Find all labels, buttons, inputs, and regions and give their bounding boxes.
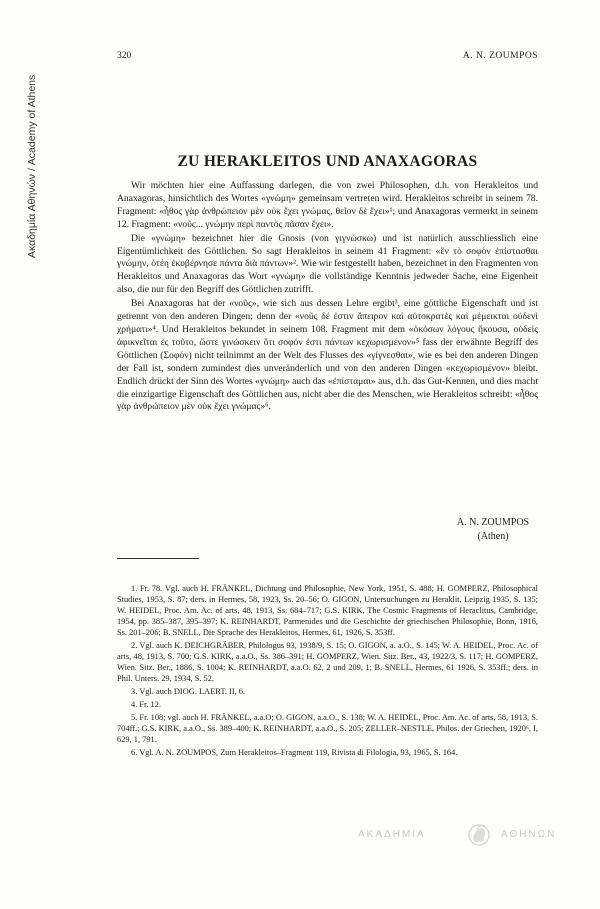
author-signature [448,516,538,544]
footnote: 3. Vgl. auch DIOG. LAERT. II, 6. [131,687,246,696]
paragraph: Die «γνώμη» bezeichnet hier die Gnosis (von γιγνώσκω) und ist natürlich ausschliesslich eine Eigentümlichkeit des Göttlichen. So sagt Herakleitos in seinem 41 Fragment: «ἓν τὸ σοφὸν ἐπίστασθαι γνώμην, ὁτέη ἐκυβέρνησε πάντα διὰ πάντων»². Wie wir festgestellt haben, bezeichnet in den Fragmenten von Herakleitos und Anaxagoras das Wort «γνώμη» die vollständige Kenntnis jedweder Sache, eine Eigenheit also, die nur für den Begriff des Göttlichen zutrifft. [117,232,538,296]
footnote: 1. Fr. 78. Vgl. auch H. FRÄNKEL, Dichtung und Philosophie, New York, 1951, S. 488; H. GOMPERZ, Philosophical Studies, 1953, S. 87; ders. in Hermes, 58, 1923, Ss. 20–56; O. GIGON, Untersuchungen zu Heraklit, Leipzig 1935, S. 135; W. HEIDEL, Proc. Am. Ac. of arts, 48, 1913, Ss. 684–717; G.S. KIRK, The Cosmic Fragments of Heraclitus, Cambridge, 1954, pp. 385–387, 395–397; K. REINHARDT, Parmenides und die Geschichte der griechischen Philosophie, Bonn, 1916, Ss. 201–206; B. SNELL, Die Sprache des Herakleitos, Hermes, 61, 1926, S. 353ff. [117,584,538,637]
author-place: (Athen) [477,531,509,542]
footnotes [117,583,538,760]
article-title: ZU HERAKLEITOS UND ANAXAGORAS [177,153,478,170]
footnote-divider [117,558,199,559]
footnote: 2. Vgl. auch K. DEICHGRÄBER, Philologus 93, 1938/9, S. 15; O. GIGON, a. a.O., S. 145; W. A. HEIDEL, Proc. Ac. of arts, 48, 1913, S. 700; G.S. KIRK, a.a.O., Ss. 386–391; H. GOMPERZ, Wien. Sitz. Ber., 43, 1922/3, S. 117; H. GOMPERZ, Wien. Sitz. Ber., 1886, S. 1004; K. REINHARDT, a.a.O. 62, 2 und 209, 1; B. SNELL, Hermes, 61 1926, S. 353ff.; ders. in Phil. Unters. 29, 1934, S. 52. [117,641,538,683]
watermark-left-text: ΑΚΑΔΗΜΙΑ [358,829,426,840]
paragraph: Bei Anaxagoras hat der «νοῦς», wie sich aus dessen Lehre ergibt³, eine göttliche Eigenschaft und ist getrennt von den anderen Dingen; denn der «νοῦς δέ ἐστιν ἄπειρον καὶ αὐτοκρατὲς καὶ μέμεικται οὐδενὶ χρήματι»⁴. Und Herakleitos bekundet in seinem 108. Fragment mit dem «ὁκόσων λόγους ἤκουσα, οὐδεὶς ἀφικνεῖται ἐς τοῦτο, ὥστε γινώσκειν ὅτι σοφόν ἐστι πάντων κεχωρισμένον»⁵ fass der erwähnte Begriff des Göttlichen (Σοφόν) nicht teilnimmt an der Welt des Flusses des «γίγνεσθαι», wie es bei den anderen Dingen der Fall ist, sondern zumindest dies unveränderlich und von den anderen Dingen «κεχωρισμένον» bleibt. Endlich drückt der Sinn des Wortes «γνώμη» auch das «ἐπίσταμαι» aus, d.h. das Gut-Kennen, und dies macht die einzigartige Eigenschaft des Göttlichen aus, nicht aber die des Menschen, wie Herakleitos schreibt: «ἦθος γὰρ ἀνθρώπειον μὲν οὐκ ἔχει γνώμας»⁶. [117,298,538,413]
footnote: 5. Fr. 108; vgl. auch H. FRÄNKEL, a.a.O; O. GIGON, a.a.O., S. 138; W. A. HEIDEL, Proc. Am. Ac. of arts, 58, 1913, S. 704ff.; G.S. KIRK, a.a.O., Ss. 389–400; K. REINHARDT, a.a.O., S. 205; ZELLER–NESTLE, Philos. der Griechen, 1920⁶, I, 629, 1, 791. [117,713,538,744]
running-head: A. N. ZOUMPOS [462,51,538,61]
paragraph: Wir möchten hier eine Auffassung darlegen, die von zwei Philosophen, d.h. von Herakleitos und Anaxagoras, hinsichtlich des Wortes «γνώμη» gemeinsam vertreten wird. Herakleitos schreibt in seinem 78. Fragment: «ἦθος γὰρ ἀνθρώπειον μὲν οὐκ ἔχει γνώμας, θεῖον δὲ ἔχει»¹; und Anaxagoras vermerkt in seinem 12. Fragment: «νοῦς... γνώμην περὶ παντὸς πᾶσαν ἔχει». [117,180,538,230]
article-body [117,180,538,415]
footnote: 4. Fr. 12. [131,700,162,709]
author-name: A. N. ZOUMPOS [456,517,530,528]
page-number: 320 [117,51,132,61]
academy-watermark [358,823,578,845]
watermark-right-text: ΑΘΗΝΩΝ [501,829,557,840]
athena-head-icon [465,823,493,847]
archive-stamp: Ακαδημία Αθηνών / Academy of Athens [26,74,38,258]
footnote: 6. Vgl. A. N. ZOUMPOS, Zum Herakleitos–Fragment 119, Rivista di Filologia, 93, 1965, S. 164. [131,748,458,757]
page-header [117,51,538,65]
